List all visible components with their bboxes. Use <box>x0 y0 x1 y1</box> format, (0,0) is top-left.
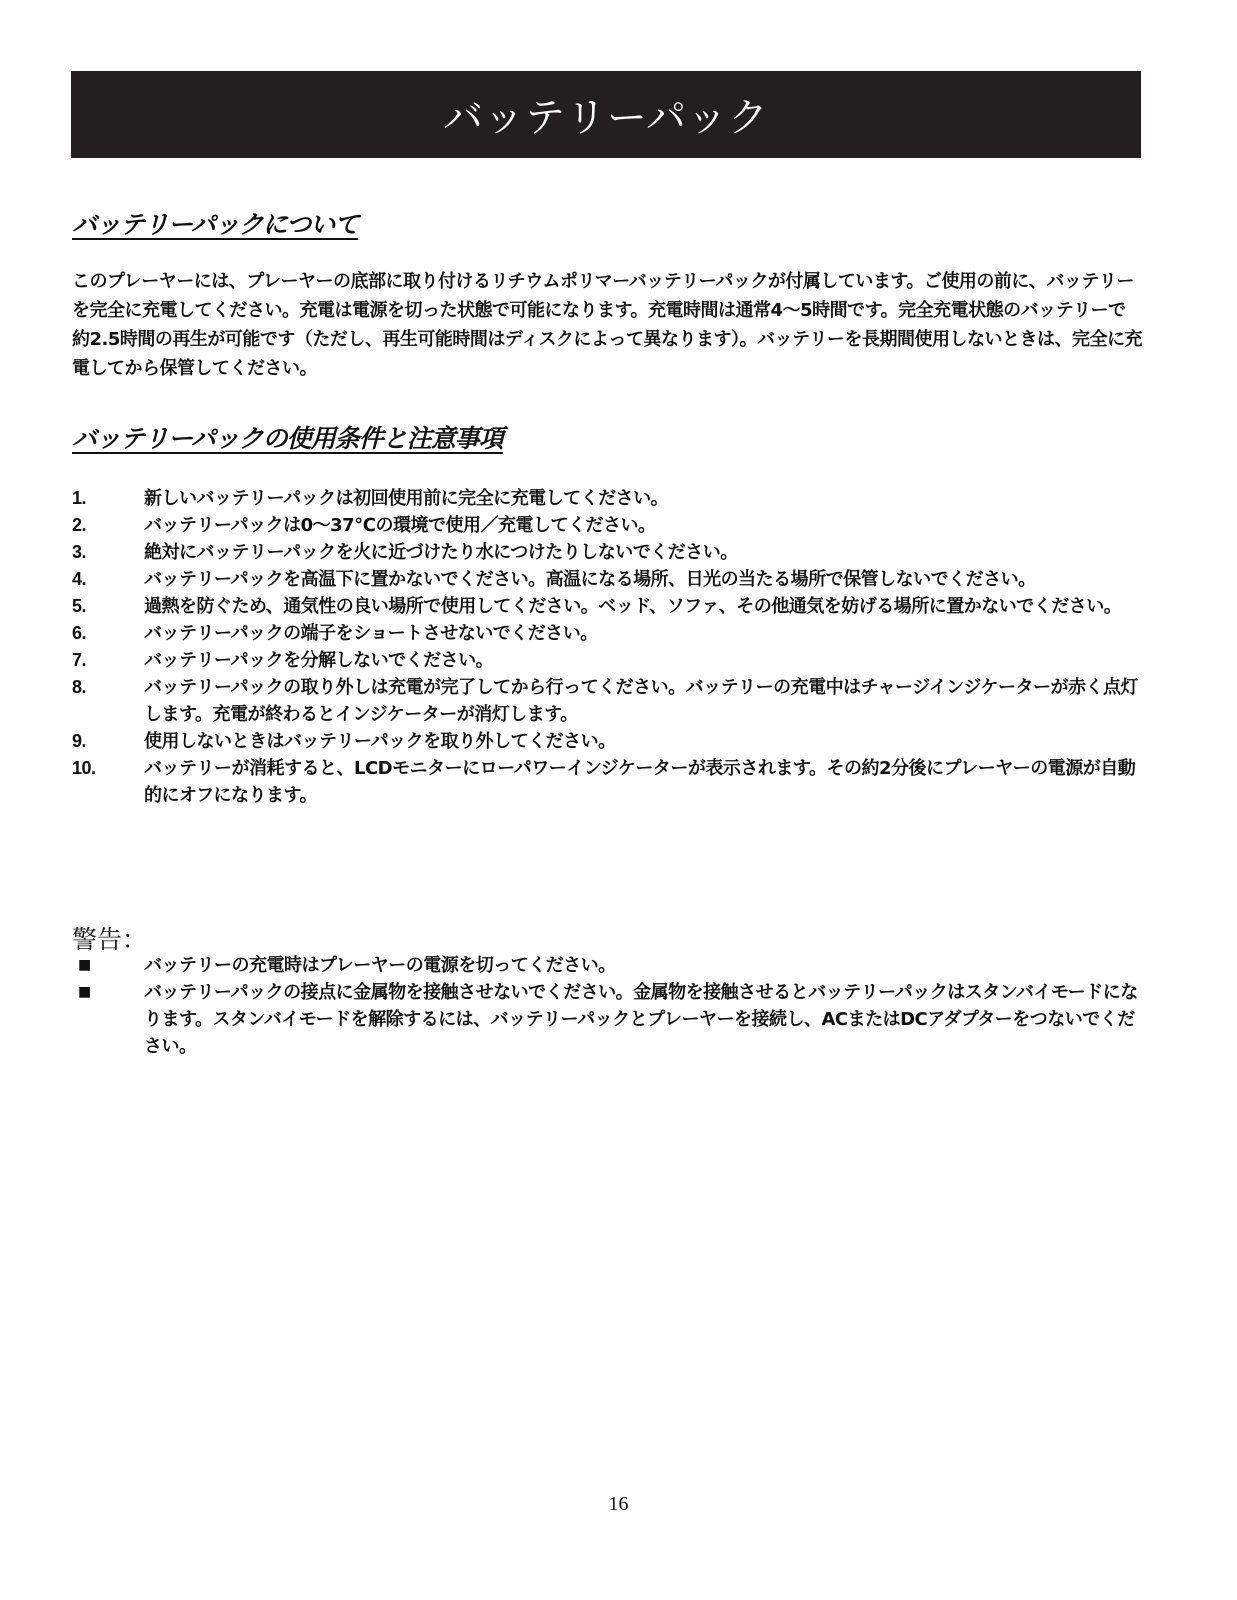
item-text: 新しいバッテリーパックは初回使用前に完全に充電してください。 <box>144 488 669 509</box>
section-heading-about: バッテリーパックについて <box>72 210 359 239</box>
item-text: 過熱を防ぐため、通気性の良い場所で使用してください。ベッド、ソファ、その他通気を妨げる場所に置かないでください。 <box>144 596 1122 617</box>
item-number: 8. <box>72 677 87 697</box>
warning-list <box>72 952 1142 1060</box>
item-text: バッテリーパックの取り外しは充電が完了してから行ってください。バッテリーの充電中はチャージインジケーターが赤く点灯します。充電が終わるとインジケーターが消灯します。 <box>144 677 1138 725</box>
bullet-icon: ■ <box>78 984 91 1000</box>
list-item <box>72 728 1142 755</box>
title-bar <box>71 71 1141 158</box>
list-item <box>72 539 1142 566</box>
item-number: 2. <box>72 515 87 535</box>
list-item <box>72 952 1142 979</box>
list-item <box>72 755 1142 809</box>
list-item <box>72 979 1142 1060</box>
item-text: 使用しないときはバッテリーパックを取り外してください。 <box>144 731 616 752</box>
bullet-icon: ■ <box>78 957 91 973</box>
item-number: 7. <box>72 650 87 670</box>
item-text: バッテリーパックを高温下に置かないでください。高温になる場所、日光の当たる場所で保管しないでください。 <box>144 569 1036 590</box>
page-title: バッテリーパック <box>443 95 769 141</box>
item-text: 絶対にバッテリーパックを火に近づけたり水につけたりしないでください。 <box>144 542 738 563</box>
item-text: バッテリーの充電時はプレーヤーの電源を切ってください。 <box>144 955 616 976</box>
list-item <box>72 512 1142 539</box>
page-number: 16 <box>608 1493 629 1515</box>
list-item <box>72 674 1142 728</box>
conditions-list <box>72 485 1142 809</box>
item-text: バッテリーパックの接点に金属物を接触させないでください。金属物を接触させるとバッテリーパックはスタンバイモードになります。スタンバイモードを解除するには、バッテリーパックとプレーヤーを接続し、ACまたはDCアダプターをつないでください。 <box>144 982 1138 1057</box>
item-number: 9. <box>72 731 87 751</box>
list-item <box>72 647 1142 674</box>
section-heading-conditions: バッテリーパックの使用条件と注意事項 <box>72 424 503 453</box>
item-number: 10. <box>72 758 96 778</box>
list-item <box>72 620 1142 647</box>
list-item <box>72 566 1142 593</box>
item-text: バッテリーが消耗すると、LCDモニターにローパワーインジケーターが表示されます。その約2分後にプレーヤーの電源が自動的にオフになります。 <box>144 758 1136 806</box>
list-item <box>72 485 1142 512</box>
item-text: バッテリーパックの端子をショートさせないでください。 <box>144 623 598 644</box>
item-text: バッテリーパックを分解しないでください。 <box>144 650 494 671</box>
item-number: 6. <box>72 623 87 643</box>
about-paragraph: このプレーヤーには、プレーヤーの底部に取り付けるリチウムポリマーバッテリーパックが付属しています。ご使用の前に、バッテリーを完全に充電してください。充電は電源を切った状態で可能になります。充電時間は通常4～5時間です。完全充電状態のバッテリーで約2.5時間の再生が可能です（ただし、再生可能時間はディスクによって異なります）。バッテリーを長期間使用しないときは、完全に充電してから保管してください。 <box>72 271 1142 379</box>
warning-heading: 警告： <box>72 925 148 954</box>
item-text: バッテリーパックは0～37℃の環境で使用／充電してください。 <box>144 515 656 536</box>
list-item <box>72 593 1142 620</box>
item-number: 1. <box>72 488 87 508</box>
item-number: 3. <box>72 542 87 562</box>
item-number: 5. <box>72 596 87 616</box>
item-number: 4. <box>72 569 87 589</box>
